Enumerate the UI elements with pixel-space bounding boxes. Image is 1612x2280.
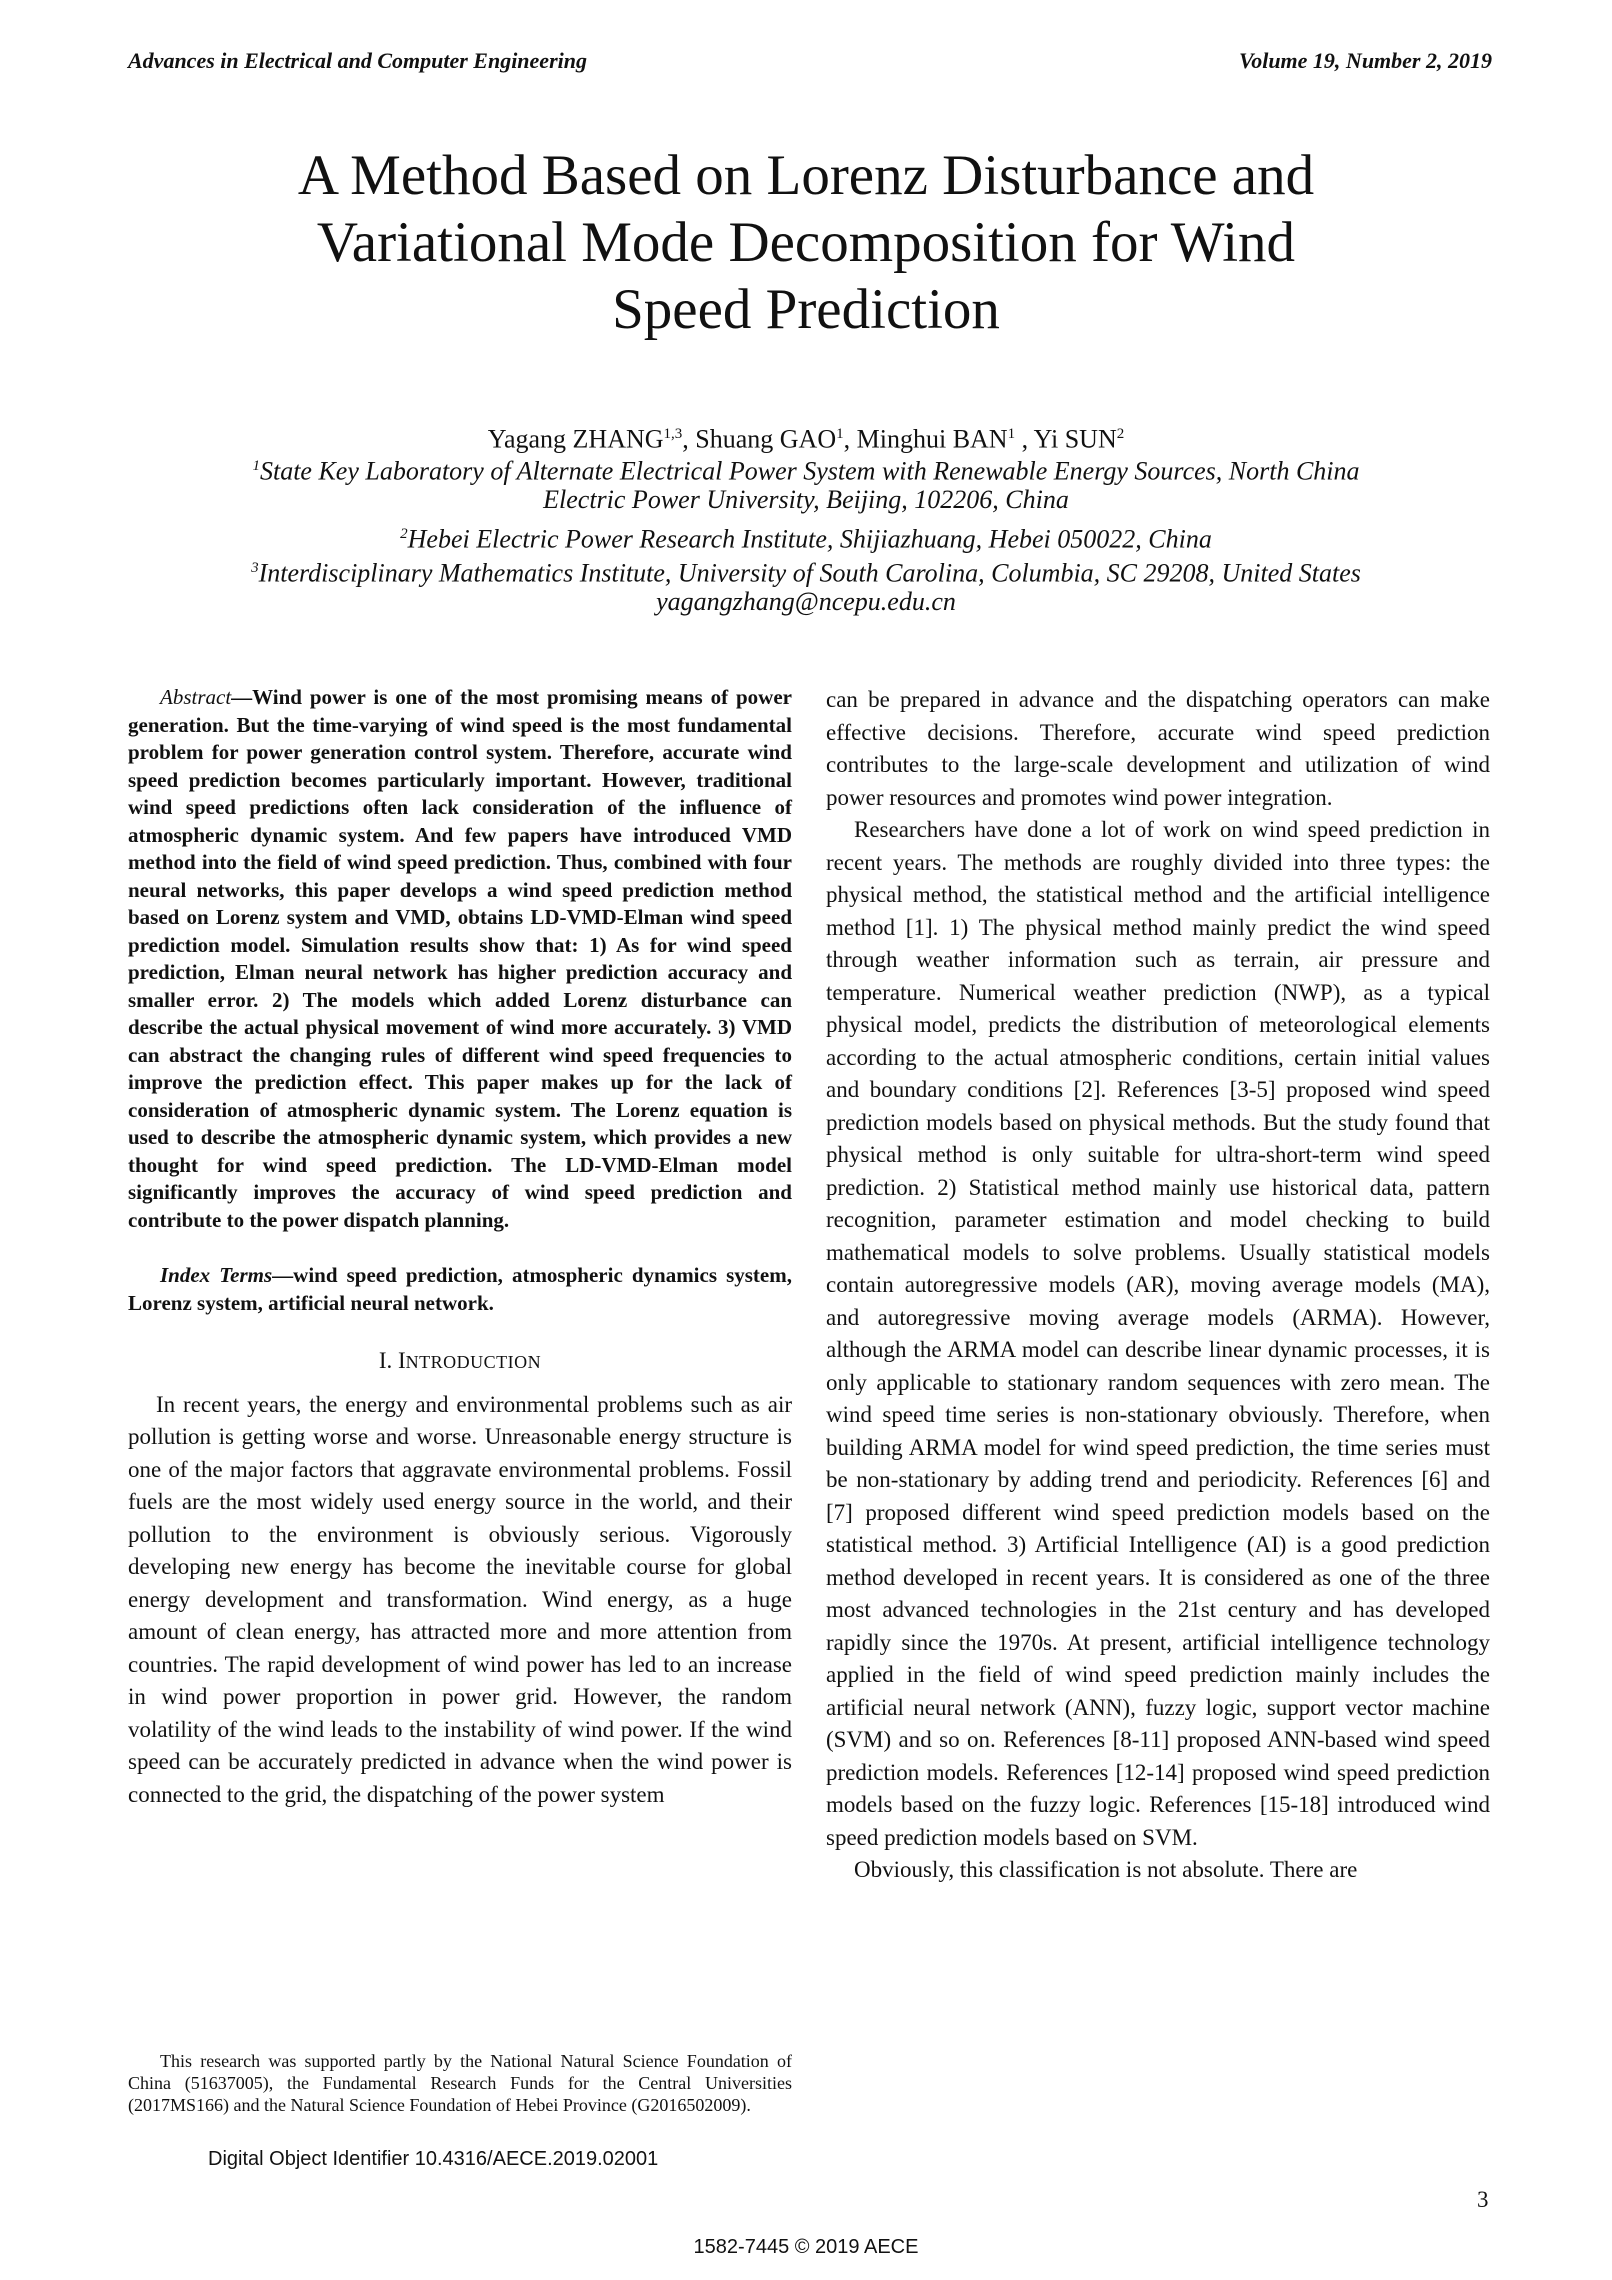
- section-title-initial: I: [398, 1348, 406, 1373]
- author-affil-sup: 1: [1007, 426, 1016, 442]
- doi: Digital Object Identifier 10.4316/AECE.2019.02001: [208, 2148, 659, 2170]
- abstract-dash: —: [231, 685, 253, 709]
- affiliation-1: [100, 450, 1512, 488]
- author-separator: ,: [843, 424, 857, 454]
- affil-text: Hebei Electric Power Research Institute, Shijiazhuang, Hebei 050022, China: [407, 524, 1212, 554]
- section-numeral: I.: [378, 1348, 393, 1373]
- author-email: [100, 586, 1512, 618]
- author-name: Shuang GAO: [695, 424, 837, 454]
- affil-text: Interdisciplinary Mathematics Institute, University of South Carolina, Columbia, SC 29208, United States: [258, 558, 1361, 588]
- body-paragraph: Researchers have done a lot of work on wind speed prediction in recent years. The methods are roughly divided into three types: the physical method, the statistical method and the artificial intelligence method [1]. 1) The physical method mainly predict the wind speed through weather information such as terrain, air pressure and temperature. Numerical weather prediction (NWP), as a typical physical model, predicts the distribution of meteorological elements according to the actual atmospheric conditions, certain initial values and boundary conditions [2]. References [3-5] proposed wind speed prediction models based on physical methods. But the study found that physical method is only suitable for ultra-short-term wind speed prediction. 2) Statistical method mainly use historical data, pattern recognition, parameter estimation and model checking to build mathematical models to solve problems. Usually statistical models contain autoregressive models (AR), moving average models (MA), and autoregressive moving average models (ARMA). However, although the ARMA model can describe linear dynamic processes, it is only applicable to stationary random sequences with zero mean. The wind speed time series is non-stationary obviously. Therefore, when building ARMA model for wind speed prediction, the time series must be non-stationary by adding trend and periodicity. References [6] and [7] proposed different wind speed prediction models based on the statistical method. 3) Artificial Intelligence (AI) is a good prediction method developed in recent years. It is considered as one of the three most advanced technologies in the 21st century and has developed rapidly since the 1970s. At present, artificial intelligence technology applied in the field of wind speed prediction mainly includes the artificial neural network (ANN), fuzzy logic, support vector machine (SVM) and so on. References [8-11] proposed ANN-based wind speed prediction models. References [12-14] proposed wind speed prediction models based on the fuzzy logic. References [15-18] introduced wind speed prediction models based on SVM.: [826, 817, 1490, 1850]
- affil-text: State Key Laboratory of Alternate Electrical Power System with Renewable Energy Sources, North China: [259, 456, 1360, 486]
- index-terms: [128, 1262, 792, 1317]
- author-affil-sup: 1: [836, 426, 844, 442]
- body-paragraph: can be prepared in advance and the dispatching operators can make effective decisions. Therefore, accurate wind speed prediction contributes to the large-scale development and utilization of wind power resources and promotes wind power integration.: [826, 687, 1490, 810]
- issn-copyright: 1582-7445 © 2019 AECE: [693, 2236, 919, 2258]
- title-line: Variational Mode Decomposition for Wind: [316, 211, 1296, 274]
- index-terms-text: wind speed prediction, atmospheric dynamics system, Lorenz system, artificial neural network.: [128, 1263, 792, 1315]
- funding-footnote: This research was supported partly by the National Natural Science Foundation of China (51637005), the Fundamental Research Funds for the Central Universities (2017MS166) and the Natural Science Foundation of Hebei Province (G2016502009).: [128, 2051, 792, 2115]
- right-column: [826, 684, 1490, 1887]
- author-affil-sup: 2: [1116, 426, 1125, 442]
- paper-title: [156, 142, 1456, 343]
- intro-paragraph: In recent years, the energy and environmental problems such as air pollution is getting worse and worse. Unreasonable energy structure is one of the major factors that aggravate environmental problems. Fossil fuels are the most widely used energy source in the world, and their pollution to the environment is obviously serious. Vigorously developing new energy has become the inevitable course for global energy development and transformation. Wind energy, as a huge amount of clean energy, has attracted more and more attention from countries. The rapid development of wind power has led to an increase in wind power proportion in power grid. However, the random volatility of the wind leads to the instability of wind power. If the wind speed can be accurately predicted in advance when the wind power is connected to the grid, the dispatching of the power system: [128, 1391, 792, 1807]
- author-affil-sup: 1,3: [663, 426, 683, 442]
- title-line: Speed Prediction: [612, 278, 1000, 341]
- author-name: Yagang ZHANG: [487, 424, 664, 454]
- body-paragraph: Obviously, this classification is not absolute. There are: [854, 1857, 1358, 1882]
- abstract-lead: Abstract: [160, 685, 232, 709]
- left-column: [128, 684, 792, 1811]
- affil-sup: 1: [252, 458, 260, 474]
- journal-name: Advances in Electrical and Computer Engineering: [128, 48, 587, 73]
- section-heading: [128, 1345, 792, 1379]
- affil-sup: 3: [251, 560, 259, 576]
- email-text: yagangzhang@ncepu.edu.cn: [656, 587, 956, 616]
- affiliation-3: [100, 552, 1512, 590]
- author-name: Yi SUN: [1033, 424, 1117, 454]
- author-separator: ,: [1015, 424, 1034, 454]
- abstract-text: Wind power is one of the most promising means of power generation. But the time-varying of wind speed is the most fundamental problem for power generation control system. Therefore, accurate wind speed prediction becomes particularly important. However, traditional wind speed predictions often lack consideration of the influence of atmospheric dynamic system. And few papers have introduced VMD method into the field of wind speed prediction. Thus, combined with four neural networks, this paper develops a wind speed prediction method based on Lorenz system and VMD, obtains LD-VMD-Elman wind speed prediction model. Simulation results show that: 1) As for wind speed prediction, Elman neural network has higher prediction accuracy and smaller error. 2) The models which added Lorenz disturbance can describe the actual physical movement of wind more accurately. 3) VMD can abstract the changing rules of different wind speed frequencies to improve the prediction effect. This paper makes up for the lack of consideration of atmospheric dynamic system. The Lorenz equation is used to describe the atmospheric dynamic system, which provides a new thought for wind speed prediction. The LD-VMD-Elman model significantly improves the accuracy of wind speed prediction and contribute to the power dispatch planning.: [128, 685, 792, 1232]
- index-terms-lead: Index Terms: [160, 1263, 273, 1287]
- page-number: 3: [1477, 2187, 1489, 2212]
- section-title-rest: NTRODUCTION: [405, 1352, 542, 1372]
- affiliation-1-cont: [100, 484, 1512, 516]
- abstract: [128, 684, 792, 1234]
- affil-text: Electric Power University, Beijing, 102206, China: [543, 485, 1069, 514]
- affiliation-2: [100, 518, 1512, 556]
- title-line: A Method Based on Lorenz Disturbance and: [297, 144, 1315, 207]
- author-name: Minghui BAN: [856, 424, 1008, 454]
- volume-info: Volume 19, Number 2, 2019: [1238, 48, 1492, 73]
- affil-sup: 2: [400, 526, 408, 542]
- author-separator: ,: [682, 424, 696, 454]
- index-terms-dash: —: [272, 1263, 294, 1287]
